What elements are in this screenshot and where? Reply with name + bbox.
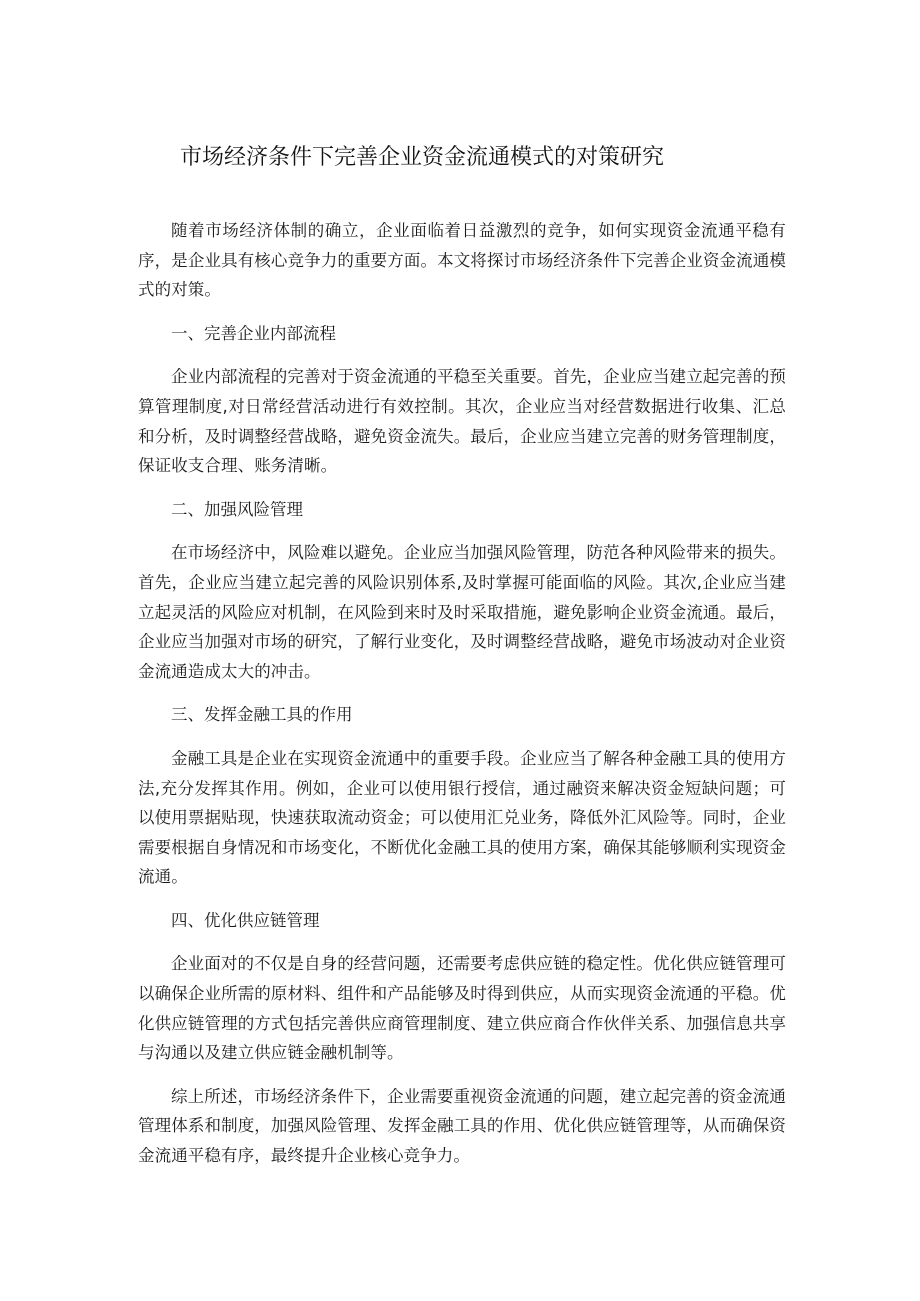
section-heading-4: 四、优化供应链管理	[171, 910, 320, 930]
section-body-4: 企业面对的不仅是自身的经营问题，还需要考虑供应链的稳定性。优化供应链管理可以确保企业所需的原材料、组件和产品能够及时得到供应，从而实现资金流通的平稳。优化供应链管理的方式包括完善供应商管理制度、建立供应商合作伙伴关系、加强信息共享与沟通以及建立供应链金融机制等。	[138, 954, 786, 1063]
conclusion-paragraph: 综上所述，市场经济条件下，企业需要重视资金流通的问题，建立起完善的资金流通管理体系和制度，加强风险管理、发挥金融工具的作用、优化供应链管理等，从而确保资金流通平稳有序，最终提升企业核心竞争力。	[138, 1086, 786, 1166]
section-heading-1: 一、完善企业内部流程	[171, 323, 336, 343]
intro-paragraph: 随着市场经济体制的确立，企业面临着日益激烈的竞争，如何实现资金流通平稳有序，是企业具有核心竞争力的重要方面。本文将探讨市场经济条件下完善企业资金流通模式的对策。	[138, 221, 786, 300]
section-body-1: 企业内部流程的完善对于资金流通的平稳至关重要。首先，企业应当建立起完善的预算管理制度,对日常经营活动进行有效控制。其次，企业应当对经营数据进行收集、汇总和分析，及时调整经营战略，避免资金流失。最后，企业应当建立完善的财务管理制度，保证收支合理、账务清晰。	[138, 367, 786, 476]
section-heading-2: 二、加强风险管理	[171, 499, 303, 519]
document-body	[138, 216, 786, 1185]
section-heading-3: 三、发挥金融工具的作用	[171, 705, 353, 725]
section-body-2: 在市场经济中，风险难以避免。企业应当加强风险管理，防范各种风险带来的损失。首先，企业应当建立起完善的风险识别体系,及时掌握可能面临的风险。其次,企业应当建立起灵活的风险应对机制，在风险到来时及时采取措施，避免影响企业资金流通。最后，企业应当加强对市场的研究，了解行业变化，及时调整经营战略，避免市场波动对企业资金流通造成太大的冲击。	[138, 543, 786, 681]
section-body-3: 金融工具是企业在实现资金流通中的重要手段。企业应当了解各种金融工具的使用方法,充分发挥其作用。例如，企业可以使用银行授信，通过融资来解决资金短缺问题；可以使用票据贴现，快速获取流动资金；可以使用汇兑业务，降低外汇风险等。同时，企业需要根据自身情况和市场变化，不断优化金融工具的使用方案，确保其能够顺利实现资金流通。	[138, 748, 786, 887]
page-title: 市场经济条件下完善企业资金流通模式的对策研究	[180, 145, 665, 170]
